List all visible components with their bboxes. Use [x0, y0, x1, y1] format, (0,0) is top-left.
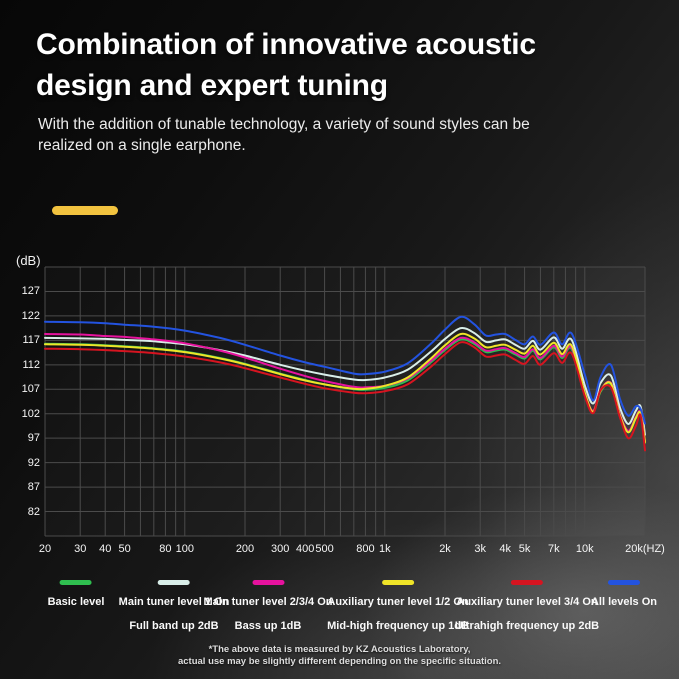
x-tick-label: 40: [99, 543, 112, 555]
legend-swatch-auxiliary-tuner-level-1-2-on: [382, 580, 414, 585]
footnote-line-2: actual use may be slightly different depending on the specific situation.: [177, 656, 502, 667]
x-tick-label: 800: [356, 543, 375, 555]
subtitle-line-1: With the addition of tunable technology, a variety of sound styles can be: [38, 116, 530, 133]
legend-label: Basic level: [47, 595, 105, 608]
legend-swatch-auxiliary-tuner-level-3-4-on: [511, 580, 543, 585]
footnote-line-1: *The above data is measured by KZ Acoustics Laboratory,: [208, 644, 471, 655]
y-tick-label: 82: [27, 505, 40, 518]
x-tick-label: 20k(HZ): [625, 543, 665, 555]
legend-label: Auxiliary tuner level 3/4 On: [456, 595, 598, 608]
x-tick-label: 20: [38, 543, 52, 555]
legend-swatch-main-tuner-level-1-on: [158, 580, 190, 585]
x-tick-label: 400: [296, 543, 315, 555]
y-tick-label: 127: [21, 285, 40, 298]
legend-label: All levels On: [590, 595, 658, 608]
x-tick-label: 500: [315, 543, 334, 555]
y-tick-label: 122: [21, 309, 40, 322]
x-tick-label: 2k: [439, 543, 451, 555]
legend-item-main-tuner-level-2-3-4-on: [204, 580, 333, 632]
legend-item-all-levels-on: [591, 580, 657, 608]
x-tick-label: 7k: [548, 543, 560, 555]
curve-all-levels-on: [45, 317, 645, 424]
page-title: [36, 24, 636, 106]
frequency-response-chart: [45, 267, 645, 536]
curve-auxiliary-tuner-level-1-2-on: [45, 334, 645, 442]
y-axis-unit-label: (dB): [16, 253, 41, 268]
page-subtitle: [38, 114, 638, 156]
y-tick-label: 112: [22, 358, 40, 371]
title-line-1: Combination of innovative acoustic: [36, 28, 536, 61]
legend-label: Main tuner level 1 On: [118, 595, 230, 608]
legend-sublabel: Mid-high frequency up 1dB: [327, 619, 469, 632]
legend-sublabel: Ultrahigh frequency up 2dB: [454, 619, 600, 632]
legend-item-basic-level: [48, 580, 105, 608]
y-tick-label: 92: [27, 456, 40, 469]
legend-item-auxiliary-tuner-level-3-4-on: [455, 580, 599, 632]
x-tick-label: 3k: [474, 543, 487, 555]
y-tick-label: 102: [21, 407, 40, 420]
legend-item-auxiliary-tuner-level-1-2-on: [327, 580, 469, 632]
x-tick-label: 1k: [378, 543, 391, 555]
x-tick-label: 200: [235, 543, 255, 555]
y-tick-label: 117: [22, 334, 40, 347]
y-tick-label: 97: [27, 432, 40, 445]
x-tick-label: 100: [175, 543, 194, 555]
curve-auxiliary-tuner-level-3-4-on: [45, 342, 645, 450]
subtitle-line-2: realized on a single earphone.: [38, 137, 246, 154]
legend-label: Auxiliary tuner level 1/2 On: [327, 595, 469, 608]
legend-swatch-basic-level: [60, 580, 92, 585]
x-tick-label: 5k: [518, 543, 531, 555]
y-tick-label: 107: [21, 383, 40, 396]
x-tick-label: 30: [74, 543, 87, 555]
footnote: [0, 644, 679, 668]
legend-swatch-all-levels-on: [608, 580, 640, 585]
x-tick-label: 10k: [575, 543, 594, 555]
legend-sublabel: Bass up 1dB: [234, 619, 302, 632]
x-tick-label: 300: [271, 543, 290, 555]
y-tick-label: 87: [27, 481, 40, 494]
legend-label: Main tuner level 2/3/4 On: [203, 595, 333, 608]
title-line-2: design and expert tuning: [36, 69, 388, 102]
chart-canvas: [45, 267, 645, 536]
accent-dash: [52, 206, 118, 215]
legend-swatch-main-tuner-level-2-3-4-on: [252, 580, 284, 585]
legend-sublabel: Full band up 2dB: [129, 619, 219, 632]
x-tick-label: 80: [159, 543, 172, 555]
x-tick-label: 4k: [499, 543, 512, 555]
x-tick-label: 50: [118, 543, 131, 555]
